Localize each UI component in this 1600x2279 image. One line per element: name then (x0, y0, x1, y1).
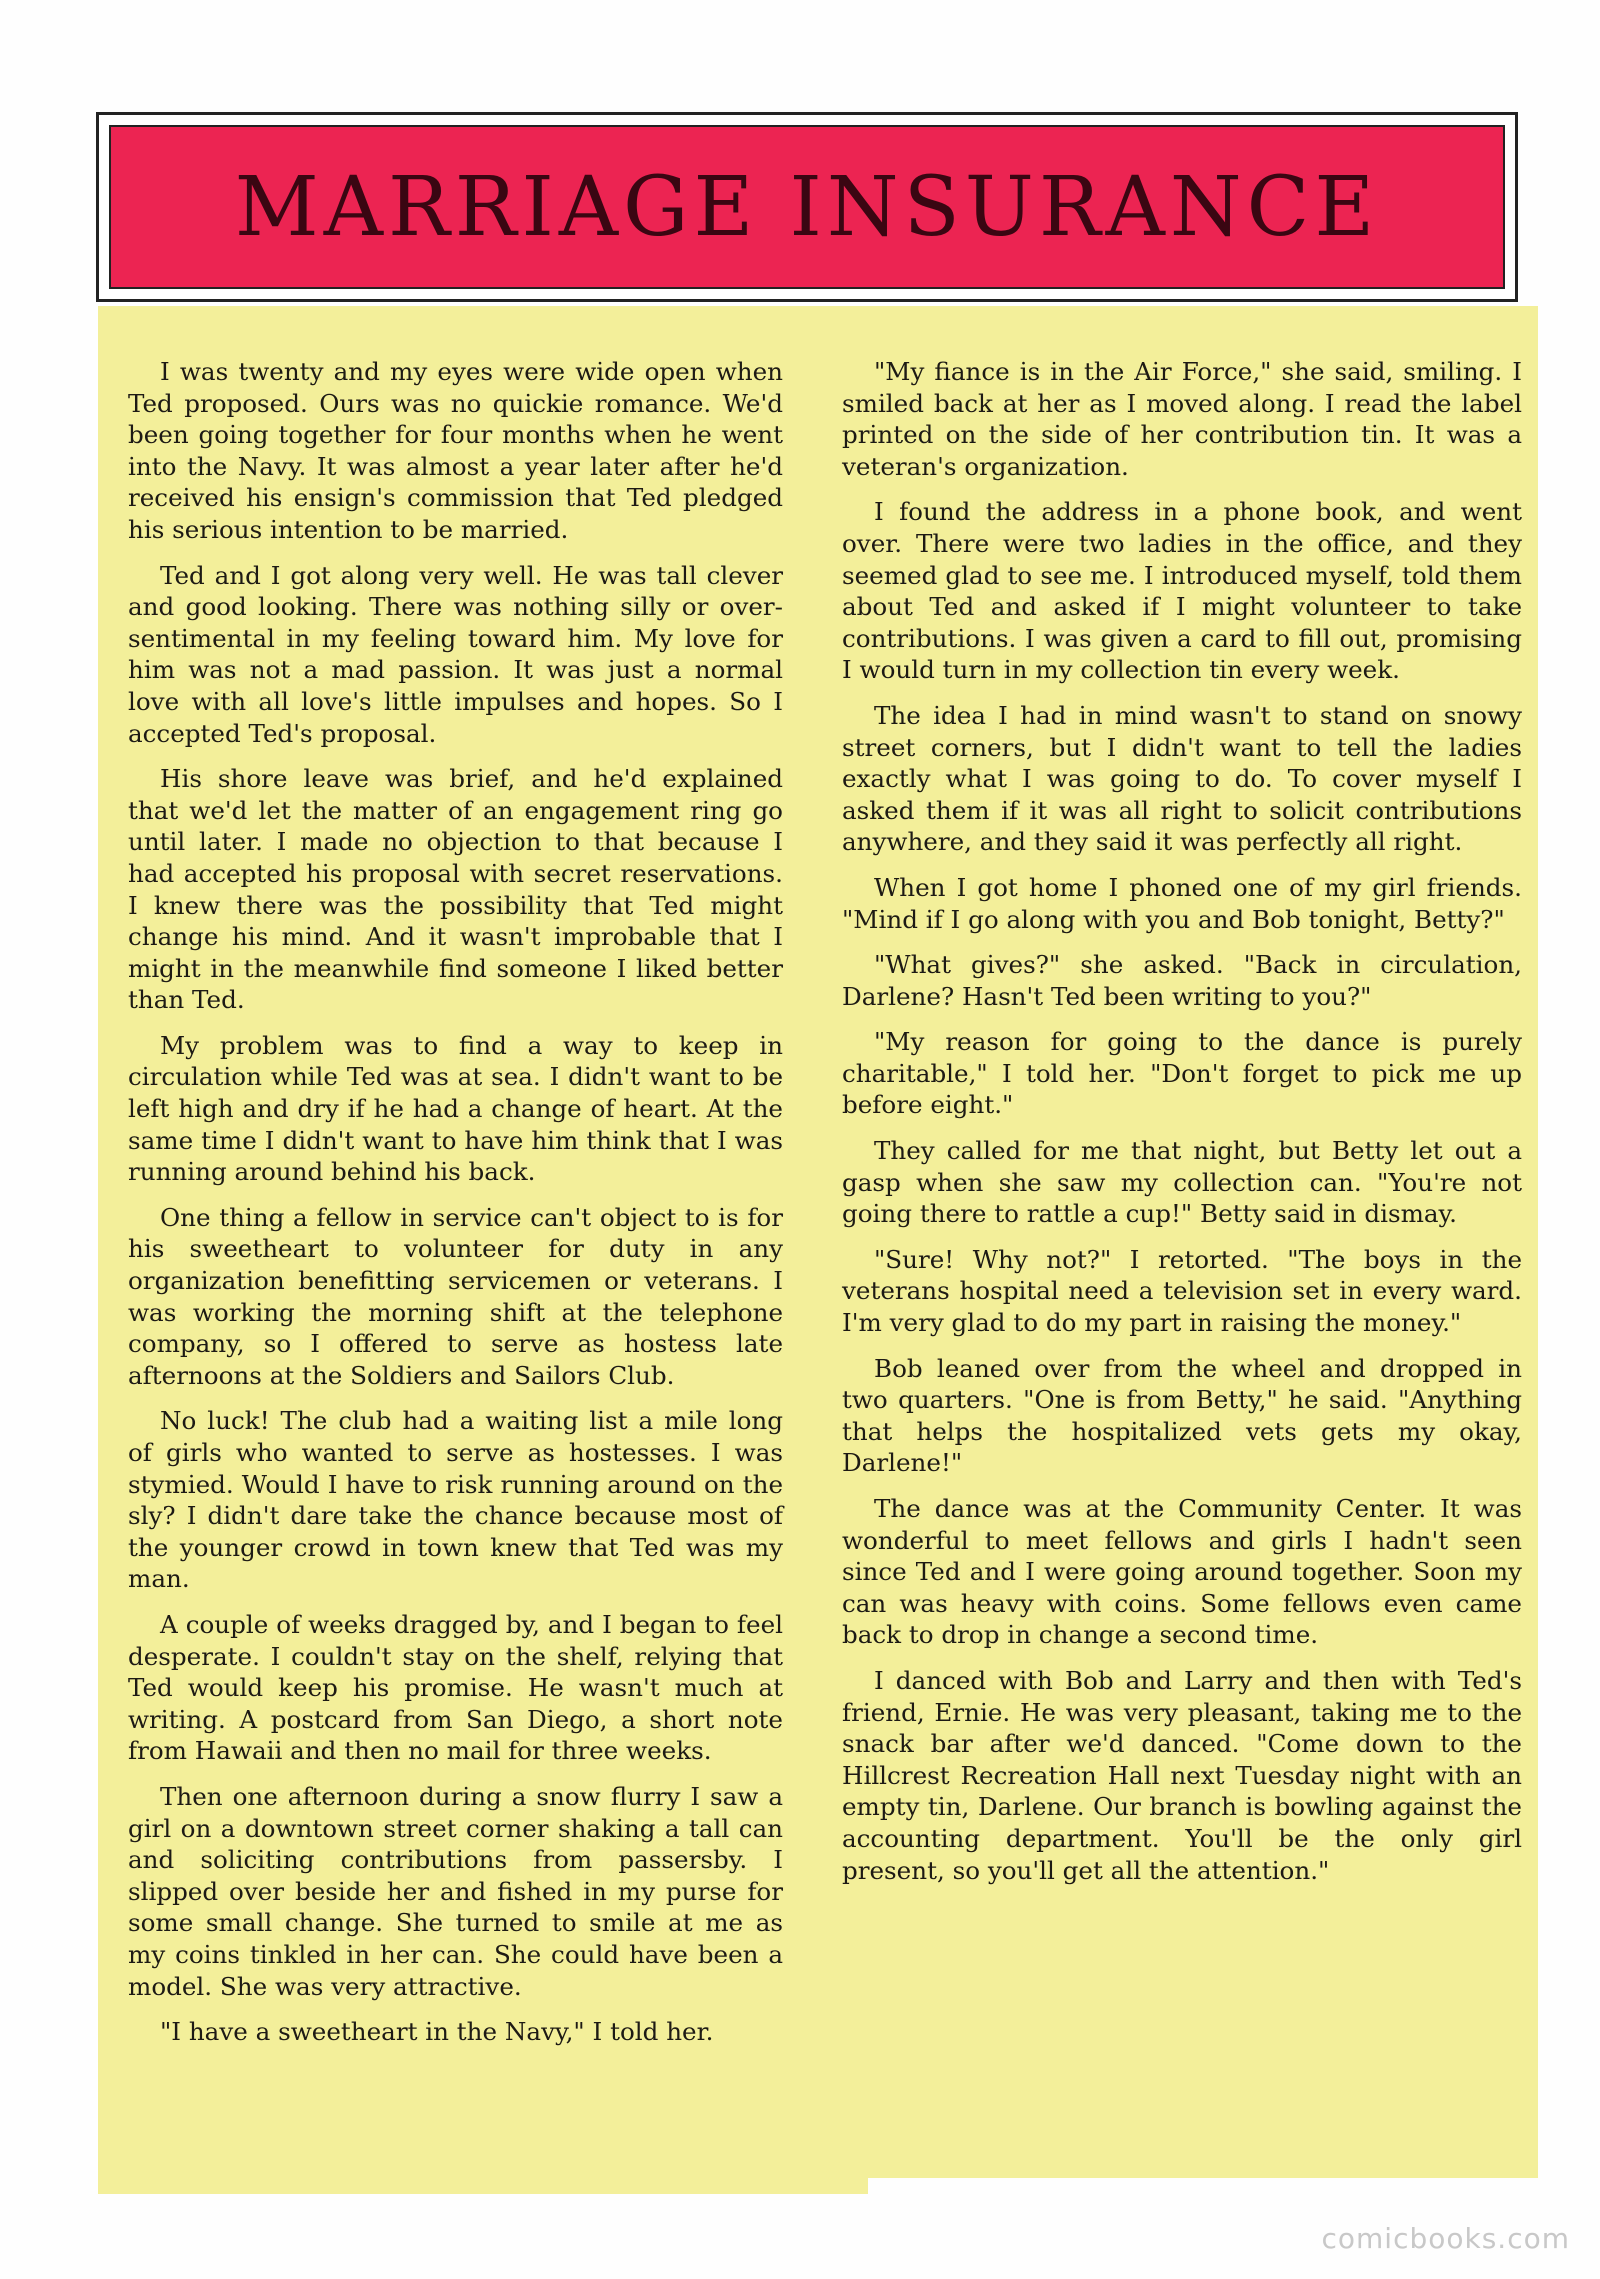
paragraph: "My reason for going to the dance is purely charitable," I told her. "Don't forget to pick me up before eight." (842, 1027, 1522, 1120)
paragraph: Ted and I got along very well. He was tall clever and good looking. There was nothing silly or over-sentimental in my feeling toward him. My love for him was not a mad passion. It was just a normal love with all love's little impulses and hopes. So I accepted Ted's proposal. (128, 560, 783, 748)
paragraph: The dance was at the Community Center. It was wonderful to meet fellows and girls I hadn't seen since Ted and I were going around together. Soon my can was heavy with coins. Some fellows even came back to drop in change a second time. (842, 1494, 1522, 1650)
paragraph: "What gives?" she asked. "Back in circulation, Darlene? Hasn't Ted been writing to you?" (842, 950, 1522, 1011)
title-banner (109, 125, 1505, 289)
paragraph: "I have a sweetheart in the Navy," I told her. (160, 2017, 714, 2047)
paragraph: No luck! The club had a waiting list a mile long of girls who wanted to serve as hostesses. I was stymied. Would I have to risk running around on the sly? I didn't dare take the chance because most of the younger crowd in town knew that Ted was my man. (128, 1406, 783, 1594)
paragraph: I danced with Bob and Larry and then with Ted's friend, Ernie. He was very pleasant, taking me to the snack bar after we'd danced. "Come down to the Hillcrest Recreation Hall next Tuesday night with an empty tin, Darlene. Our branch is bowling against the accounting department. You'll be the only girl present, so you'll get all the attention." (842, 1665, 1522, 1885)
paragraph: His shore leave was brief, and he'd explained that we'd let the matter of an engagement ring go until later. I made no objection to that because I had accepted his proposal with secret reservations. I knew there was the possibility that Ted might change his mind. And it wasn't improbable that I might in the meanwhile find someone I liked better than Ted. (128, 764, 783, 1015)
paragraph: One thing a fellow in service can't object to is for his sweetheart to volunteer for duty in any organization benefitting servicemen or veterans. I was working the morning shift at the telephone company, so I offered to serve as hostess late afternoons at the Soldiers and Sailors Club. (128, 1202, 783, 1390)
paragraph: "My fiance is in the Air Force," she said, smiling. I smiled back at her as I moved along. I read the label printed on the side of her contribution tin. It was a veteran's organization. (842, 357, 1522, 481)
left-text-column (128, 356, 783, 2062)
right-text-column (842, 356, 1522, 1900)
paragraph: Bob leaned over from the wheel and dropped in two quarters. "One is from Betty," he said. "Anything that helps the hospitalized vets gets my okay, Darlene!" (842, 1353, 1522, 1478)
paragraph: Then one afternoon during a snow flurry I saw a girl on a downtown street corner shaking a tall can and soliciting contributions from passersby. I slipped over beside her and fished in my purse for some small change. She turned to smile at me as my coins tinkled in her can. She could have been a model. She was very attractive. (128, 1781, 783, 2001)
story-title: MARRIAGE INSURANCE (234, 159, 1380, 255)
title-banner-frame (96, 112, 1518, 302)
paragraph: I was twenty and my eyes were wide open when Ted proposed. Ours was no quickie romance. We'd been going together for four months when he went into the Navy. It was almost a year later after he'd received his ensign's commission that Ted pledged his serious intention to be married. (128, 357, 783, 544)
paragraph: The idea I had in mind wasn't to stand on snowy street corners, but I didn't want to tell the ladies exactly what I was going to do. To cover myself I asked them if it was all right to solicit contributions anywhere, and they said it was perfectly all right. (842, 700, 1522, 857)
paragraph: When I got home I phoned one of my girl friends. "Mind if I go along with you and Bob tonight, Betty?" (842, 872, 1522, 934)
paragraph: My problem was to find a way to keep in circulation while Ted was at sea. I didn't want to be left high and dry if he had a change of heart. At the same time I didn't want to have him think that I was running around behind his back. (128, 1030, 783, 1187)
paragraph: "Sure! Why not?" I retorted. "The boys in the veterans hospital need a television set in every ward. I'm very glad to do my part in raising the money." (842, 1244, 1522, 1338)
site-watermark: comicbooks.com (1321, 2222, 1570, 2255)
paragraph: I found the address in a phone book, and went over. There were two ladies in the office, and they seemed glad to see me. I introduced myself, told them about Ted and asked if I might volunteer to take contributions. I was given a card to fill out, promising I would turn in my collection tin every week. (842, 497, 1522, 685)
paragraph: They called for me that night, but Betty let out a gasp when she saw my collection can. "You're not going there to rattle a cup!" Betty said in dismay. (842, 1136, 1522, 1229)
paragraph: A couple of weeks dragged by, and I began to feel desperate. I couldn't stay on the shelf, relying that Ted would keep his promise. He wasn't much at writing. A postcard from San Diego, a short note from Hawaii and then no mail for three weeks. (128, 1609, 783, 1766)
